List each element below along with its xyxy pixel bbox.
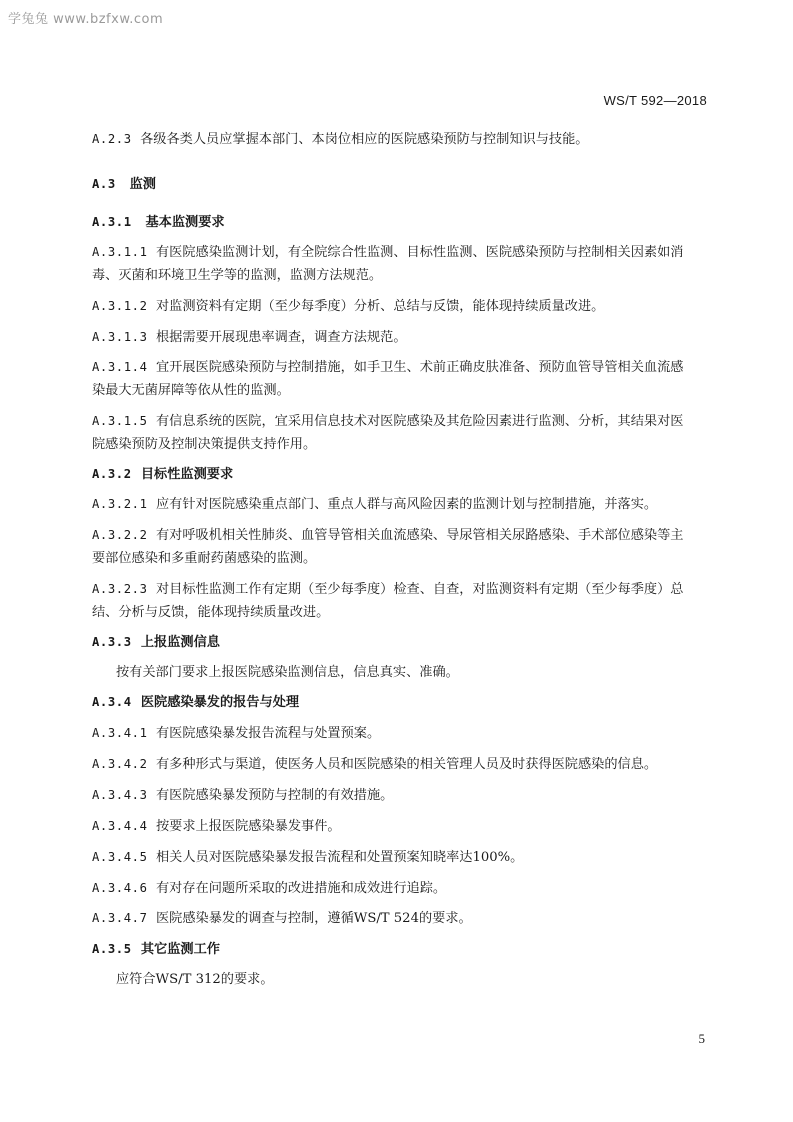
watermark: 学兔兔 www.bzfxw.com xyxy=(8,12,164,27)
clause-a-3-1-1-cont: 毒、灭菌和环境卫生学等的监测，监测方法规范。 xyxy=(92,268,383,283)
clause-a-3-1-5: A.3.1.5 有信息系统的医院，宜采用信息技术对医院感染及其危险因素进行监测、分析，其结果对医 xyxy=(92,414,684,429)
clause-a-3-4-2: A.3.4.2 有多种形式与渠道，使医务人员和医院感染的相关管理人员及时获得医院感染的信息。 xyxy=(92,757,658,772)
clause-a-3-2-3: A.3.2.3 对目标性监测工作有定期（至少每季度）检查、自查，对监测资料有定期（至少每季度）总 xyxy=(92,582,684,597)
clause-a-3-4-5: A.3.4.5 相关人员对医院感染暴发报告流程和处置预案知晓率达100%。 xyxy=(92,850,524,865)
standard-header: WS/T 592—2018 xyxy=(603,93,707,108)
section-heading-a-3-5: A.3.5 其它监测工作 xyxy=(92,942,220,957)
section-heading-a-3: A.3 监测 xyxy=(92,177,156,192)
clause-a-3-2-1: A.3.2.1 应有针对医院感染重点部门、重点人群与高风险因素的监测计划与控制措施，并落实。 xyxy=(92,497,658,512)
section-heading-a-3-4: A.3.4 医院感染暴发的报告与处理 xyxy=(92,695,300,710)
clause-a-3-4-3: A.3.4.3 有医院感染暴发预防与控制的有效措施。 xyxy=(92,788,394,803)
clause-a-3-1-5-cont: 院感染预防及控制决策提供支持作用。 xyxy=(92,437,317,452)
clause-a-3-2-3-cont: 结、分析与反馈，能体现持续质量改进。 xyxy=(92,605,330,620)
clause-a-3-2-2: A.3.2.2 有对呼吸机相关性肺炎、血管导管相关血流感染、导尿管相关尿路感染、手术部位感染等主 xyxy=(92,528,684,543)
page-number: 5 xyxy=(698,1031,705,1046)
clause-a-3-4-7: A.3.4.7 医院感染暴发的调查与控制，遵循WS/T 524的要求。 xyxy=(92,911,472,926)
clause-a-3-1-4-cont: 染最大无菌屏障等依从性的监测。 xyxy=(92,383,290,398)
section-heading-a-3-1: A.3.1 基本监测要求 xyxy=(92,215,225,230)
clause-a-3-1-1: A.3.1.1 有医院感染监测计划，有全院综合性监测、目标性监测、医院感染预防与控制相关因素如消 xyxy=(92,245,684,260)
clause-a-3-4-1: A.3.4.1 有医院感染暴发报告流程与处置预案。 xyxy=(92,726,381,741)
clause-a-3-1-3: A.3.1.3 根据需要开展现患率调查，调查方法规范。 xyxy=(92,330,407,345)
clause-a-3-1-2: A.3.1.2 对监测资料有定期（至少每季度）分析、总结与反馈，能体现持续质量改进。 xyxy=(92,299,605,314)
paragraph-a-3-5: 应符合WS/T 312的要求。 xyxy=(116,972,274,987)
paragraph-a-3-3: 按有关部门要求上报医院感染监测信息，信息真实、准确。 xyxy=(116,665,459,680)
clause-a-3-1-4: A.3.1.4 宜开展医院感染预防与控制措施，如手卫生、术前正确皮肤准备、预防血管导管相关血流感 xyxy=(92,360,684,375)
clause-a-3-4-4: A.3.4.4 按要求上报医院感染暴发事件。 xyxy=(92,819,341,834)
section-heading-a-3-3: A.3.3 上报监测信息 xyxy=(92,635,220,650)
clause-a-3-2-2-cont: 要部位感染和多重耐药菌感染的监测。 xyxy=(92,551,317,566)
clause-a-2-3: A.2.3 各级各类人员应掌握本部门、本岗位相应的医院感染预防与控制知识与技能。 xyxy=(92,132,589,147)
clause-a-3-4-6: A.3.4.6 有对存在问题所采取的改进措施和成效进行追踪。 xyxy=(92,881,447,896)
section-heading-a-3-2: A.3.2 目标性监测要求 xyxy=(92,467,234,482)
